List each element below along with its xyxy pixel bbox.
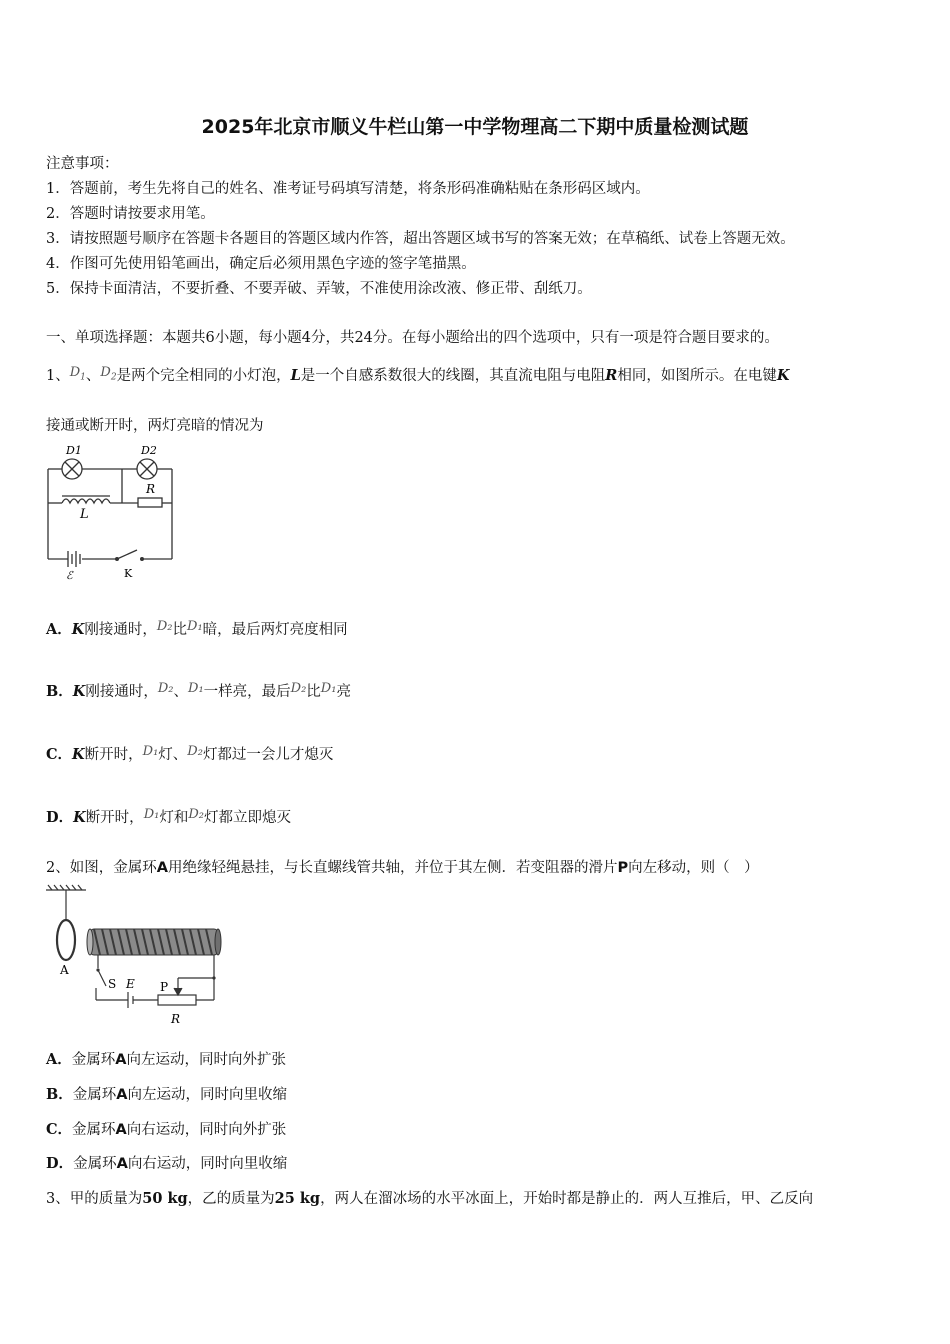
notice-heading: 注意事项： xyxy=(46,156,119,172)
notice-item: 2．答题时请按要求用笔。 xyxy=(46,206,215,222)
q1-option-d: D．K断开时，D₁灯和D₂灯都立即熄灭 xyxy=(46,807,291,826)
q2-option-c: C．金属环A向右运动，同时向外扩张 xyxy=(46,1121,287,1138)
section-heading: 一、单项选择题：本题共6小题，每小题4分，共24分。在每小题给出的四个选项中，只有一项是符合题目要求的。 xyxy=(46,330,779,346)
metal-ring-a xyxy=(57,920,75,960)
symbol-d1: $D_1$ xyxy=(69,365,86,383)
q2-solenoid-diagram xyxy=(42,882,232,1032)
q2-option-b: B．金属环A向左运动，同时向里收缩 xyxy=(46,1086,287,1103)
label-p: P xyxy=(160,980,169,994)
notice-item: 5．保持卡面清洁，不要折叠、不要弄破、弄皱，不准使用涂改液、修正带、刮纸刀。 xyxy=(46,281,592,297)
label-l: L xyxy=(80,507,89,522)
page-title: 2025年北京市顺义牛栏山第一中学物理高二下期中质量检测试题 xyxy=(201,116,749,138)
label-r: R xyxy=(146,482,156,496)
lamp-d1 xyxy=(62,459,82,479)
label-r: R xyxy=(171,1012,181,1026)
label-d1: D1 xyxy=(66,444,82,457)
solenoid xyxy=(87,929,221,955)
q1-option-c: C．K断开时，D₁灯、D₂灯都过一会儿才熄灭 xyxy=(46,744,334,763)
question-1-stem-cont: 接通或断开时，两灯亮暗的情况为 xyxy=(46,418,264,434)
label-emf: ℰ xyxy=(66,569,73,582)
label-d2: D2 xyxy=(141,444,157,457)
lamp-d2 xyxy=(137,459,157,479)
notice-item: 4．作图可先使用铅笔画出，确定后必须用黑色字迹的签字笔描黑。 xyxy=(46,256,476,272)
notice-item: 3．请按照题号顺序在答题卡各题目的答题区域内作答，超出答题区域书写的答案无效；在草稿纸、试卷上答题无效。 xyxy=(46,231,795,247)
question-1-stem: 1、$D_1$、$D_2$是两个完全相同的小灯泡，L是一个自感系数很大的线圈，其直流电阻与电阻R相同，如图所示。在电键K xyxy=(46,365,790,384)
q1-option-a: A．K刚接通时，D₂比D₁暗，最后两灯亮度相同 xyxy=(46,619,348,638)
question-3-stem: 3、甲的质量为50 kg，乙的质量为25 kg，两人在溜冰场的水平冰面上，开始时都是静止的．两人互推后，甲、乙反向 xyxy=(46,1190,814,1207)
label-k: K xyxy=(124,567,133,580)
label-a: A xyxy=(60,963,69,977)
question-number: 1、 xyxy=(46,368,70,384)
q2-option-a: A．金属环A向左运动，同时向外扩张 xyxy=(46,1051,286,1068)
q2-option-d: D．金属环A向右运动，同时向里收缩 xyxy=(46,1155,288,1172)
question-2-stem: 2、如图，金属环A用绝缘轻绳悬挂，与长直螺线管共轴，并位于其左侧．若变阻器的滑片P向左移动，则（ ） xyxy=(46,860,759,876)
symbol-d2: $D_2$ xyxy=(100,365,117,383)
q1-circuit-diagram xyxy=(42,440,182,585)
label-e: E xyxy=(126,977,135,991)
notice-item: 1．答题前，考生先将自己的姓名、准考证号码填写清楚，将条形码准确粘贴在条形码区域内。 xyxy=(46,181,650,197)
label-s: S xyxy=(108,977,117,991)
q1-option-b: B．K刚接通时，D₂、D₁一样亮，最后D₂比D₁亮 xyxy=(46,681,351,700)
